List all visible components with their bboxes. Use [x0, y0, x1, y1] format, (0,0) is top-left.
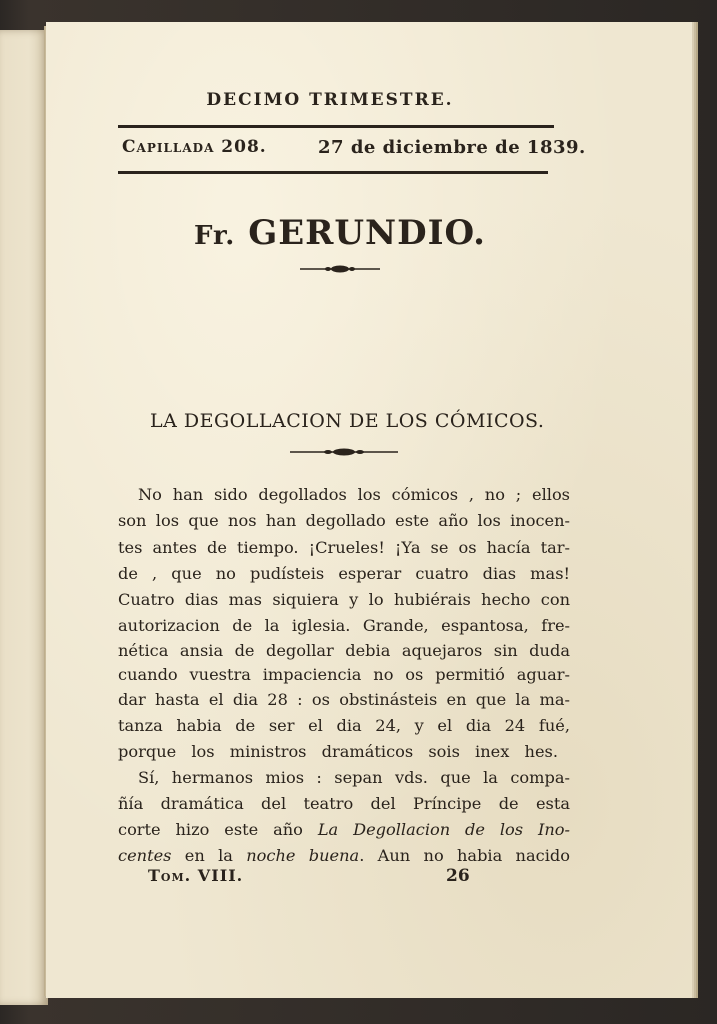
masthead-name: GERUNDIO. [248, 213, 486, 253]
body-line-10: tanza habia de ser el dia 24, y el dia 24 fué, [118, 716, 570, 735]
title-ornament [290, 446, 398, 458]
body-line-8: cuando vuestra impaciencia no os permitió aguar- [118, 665, 570, 684]
body-line-13: ñía dramática del teatro del Príncipe de esta [118, 794, 570, 813]
masthead-ornament [300, 263, 380, 275]
masthead [140, 213, 540, 253]
body-line-5: Cuatro dias mas siquiera y lo hubiérais hecho con [118, 590, 570, 609]
body-line-15 [118, 846, 570, 866]
body-line-2: son los que nos han degollado este año los inocen- [118, 511, 570, 530]
issue-date: 27 de diciembre de 1839. [318, 137, 586, 158]
body-line-15-post: . Aun no habia nacido [359, 846, 570, 865]
body-line-14-text: corte hizo este año [118, 820, 318, 839]
body-line-9: dar hasta el dia 28 : os obstinásteis en que la ma- [118, 690, 570, 709]
article-title: LA DEGOLLACION DE LOS CÓMICOS. [150, 410, 545, 432]
body-line-14-italic: La Degollacion de los Ino- [317, 820, 571, 839]
masthead-abbrev: Fr. [193, 221, 236, 251]
body-line-4: de , que no pudísteis esperar cuatro dias mas! [118, 564, 570, 583]
signature-mark: 26 [446, 866, 470, 886]
body-line-12: Sí, hermanos mios : sepan vds. que la compa- [138, 768, 570, 787]
facing-page-edge [0, 30, 48, 1005]
body-line-6: autorizacion de la iglesia. Grande, espantosa, fre- [118, 616, 570, 635]
issue-number: Capillada 208. [122, 137, 267, 157]
volume-mark: Tom. VIII. [148, 866, 244, 885]
body-line-7: nética ansia de degollar debia aquejaros sin duda [118, 641, 570, 660]
header-rule-top [118, 125, 554, 128]
body-line-15-mid: en la [171, 846, 247, 865]
body-line-15-italic-2: noche buena [246, 846, 360, 865]
body-line-15-italic-1: centes [118, 846, 172, 865]
header-rule-bottom [118, 171, 548, 174]
series-heading: DECIMO TRIMESTRE. [206, 90, 454, 110]
body-line-1: No han sido degollados los cómicos , no ; ellos [138, 485, 570, 504]
body-line-14 [118, 820, 570, 840]
body-line-3: tes antes de tiempo. ¡Crueles! ¡Ya se os hacía tar- [118, 538, 570, 557]
body-line-11: porque los ministros dramáticos sois inex hes. [118, 742, 558, 761]
